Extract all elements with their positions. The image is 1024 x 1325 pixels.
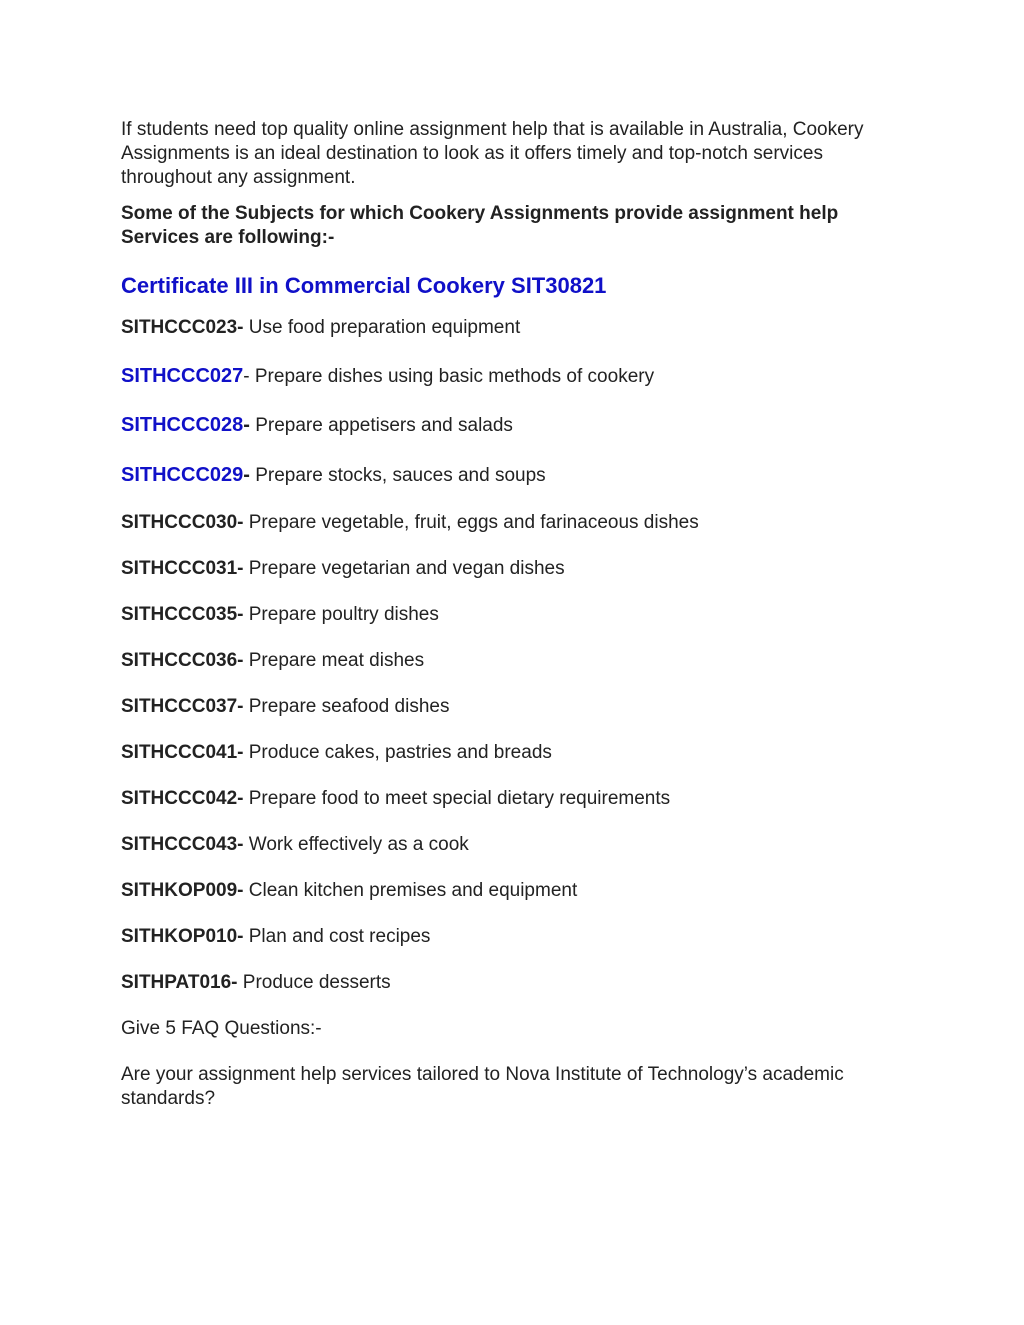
unit-description: Plan and cost recipes — [243, 926, 431, 947]
unit-separator: - — [237, 650, 244, 671]
unit-code-link[interactable]: SITHCCC027 — [121, 365, 244, 387]
unit-description: Prepare stocks, sauces and soups — [249, 465, 546, 486]
unit-code: SITHCCC036 — [121, 650, 238, 671]
unit-description: Prepare poultry dishes — [243, 604, 439, 625]
unit-code: SITHCCC035 — [121, 604, 238, 625]
unit-code: SITHPAT016 — [121, 972, 232, 993]
unit-sithccc043 — [121, 833, 901, 857]
unit-separator: - — [237, 558, 244, 579]
unit-description: Use food preparation equipment — [243, 317, 521, 338]
unit-sithccc036 — [121, 649, 901, 673]
unit-code: SITHCCC030 — [121, 512, 238, 533]
unit-code: SITHCCC041 — [121, 742, 238, 763]
unit-sithccc041 — [121, 741, 901, 765]
unit-separator: - — [237, 696, 244, 717]
unit-separator: - — [237, 834, 244, 855]
unit-sithccc042 — [121, 787, 901, 811]
unit-description: Prepare dishes using basic methods of cookery — [249, 366, 655, 387]
unit-description: Produce desserts — [237, 972, 391, 993]
unit-sithccc030 — [121, 511, 901, 535]
unit-code: SITHKOP010 — [121, 926, 238, 947]
unit-description: Prepare vegetarian and vegan dishes — [243, 558, 565, 579]
unit-separator: - — [243, 414, 250, 436]
unit-code: SITHCCC023 — [121, 317, 238, 338]
unit-sithccc037 — [121, 695, 901, 719]
faq-heading: Give 5 FAQ Questions:- — [121, 1018, 322, 1039]
subjects-heading: Some of the Subjects for which Cookery Assignments provide assignment help Services are following:- — [121, 203, 839, 248]
unit-separator: - — [237, 512, 244, 533]
unit-separator: - — [237, 317, 244, 338]
unit-separator: - — [237, 926, 244, 947]
unit-code-link[interactable]: SITHCCC028 — [121, 414, 244, 436]
unit-sithccc028 — [121, 413, 901, 438]
unit-description: Prepare appetisers and salads — [249, 415, 513, 436]
unit-sithccc029 — [121, 463, 901, 488]
unit-separator: - — [231, 972, 238, 993]
unit-sithpat016 — [121, 971, 901, 995]
unit-description: Clean kitchen premises and equipment — [243, 880, 578, 901]
unit-sithccc031 — [121, 557, 901, 581]
unit-code: SITHCCC043 — [121, 834, 238, 855]
unit-description: Produce cakes, pastries and breads — [243, 742, 552, 763]
unit-separator: - — [243, 464, 250, 486]
unit-code: SITHCCC031 — [121, 558, 238, 579]
unit-description: Work effectively as a cook — [243, 834, 469, 855]
unit-code: SITHCCC042 — [121, 788, 238, 809]
faq-question: Are your assignment help services tailored to Nova Institute of Technology’s academic standards? — [121, 1064, 844, 1109]
unit-sithkop010 — [121, 925, 901, 949]
unit-code: SITHCCC037 — [121, 696, 238, 717]
unit-sithccc027 — [121, 364, 901, 389]
unit-separator: - — [237, 604, 244, 625]
unit-description: Prepare seafood dishes — [243, 696, 450, 717]
unit-separator: - — [237, 880, 244, 901]
unit-description: Prepare meat dishes — [243, 650, 425, 671]
unit-description: Prepare vegetable, fruit, eggs and farinaceous dishes — [243, 512, 699, 533]
course-title-link[interactable]: Certificate III in Commercial Cookery SIT30821 — [121, 273, 607, 298]
intro-paragraph: If students need top quality online assignment help that is available in Australia, Cookery Assignments is an ideal destination to look as it offers timely and top-notch services throughout any assignment. — [121, 119, 864, 188]
unit-sithccc035 — [121, 603, 901, 627]
unit-separator: - — [237, 788, 244, 809]
unit-separator: - — [243, 366, 250, 387]
unit-code: SITHKOP009 — [121, 880, 238, 901]
unit-description: Prepare food to meet special dietary requirements — [243, 788, 671, 809]
unit-code-link[interactable]: SITHCCC029 — [121, 464, 244, 486]
document-page — [121, 118, 901, 1111]
unit-sithccc023 — [121, 316, 901, 340]
unit-separator: - — [237, 742, 244, 763]
unit-sithkop009 — [121, 879, 901, 903]
